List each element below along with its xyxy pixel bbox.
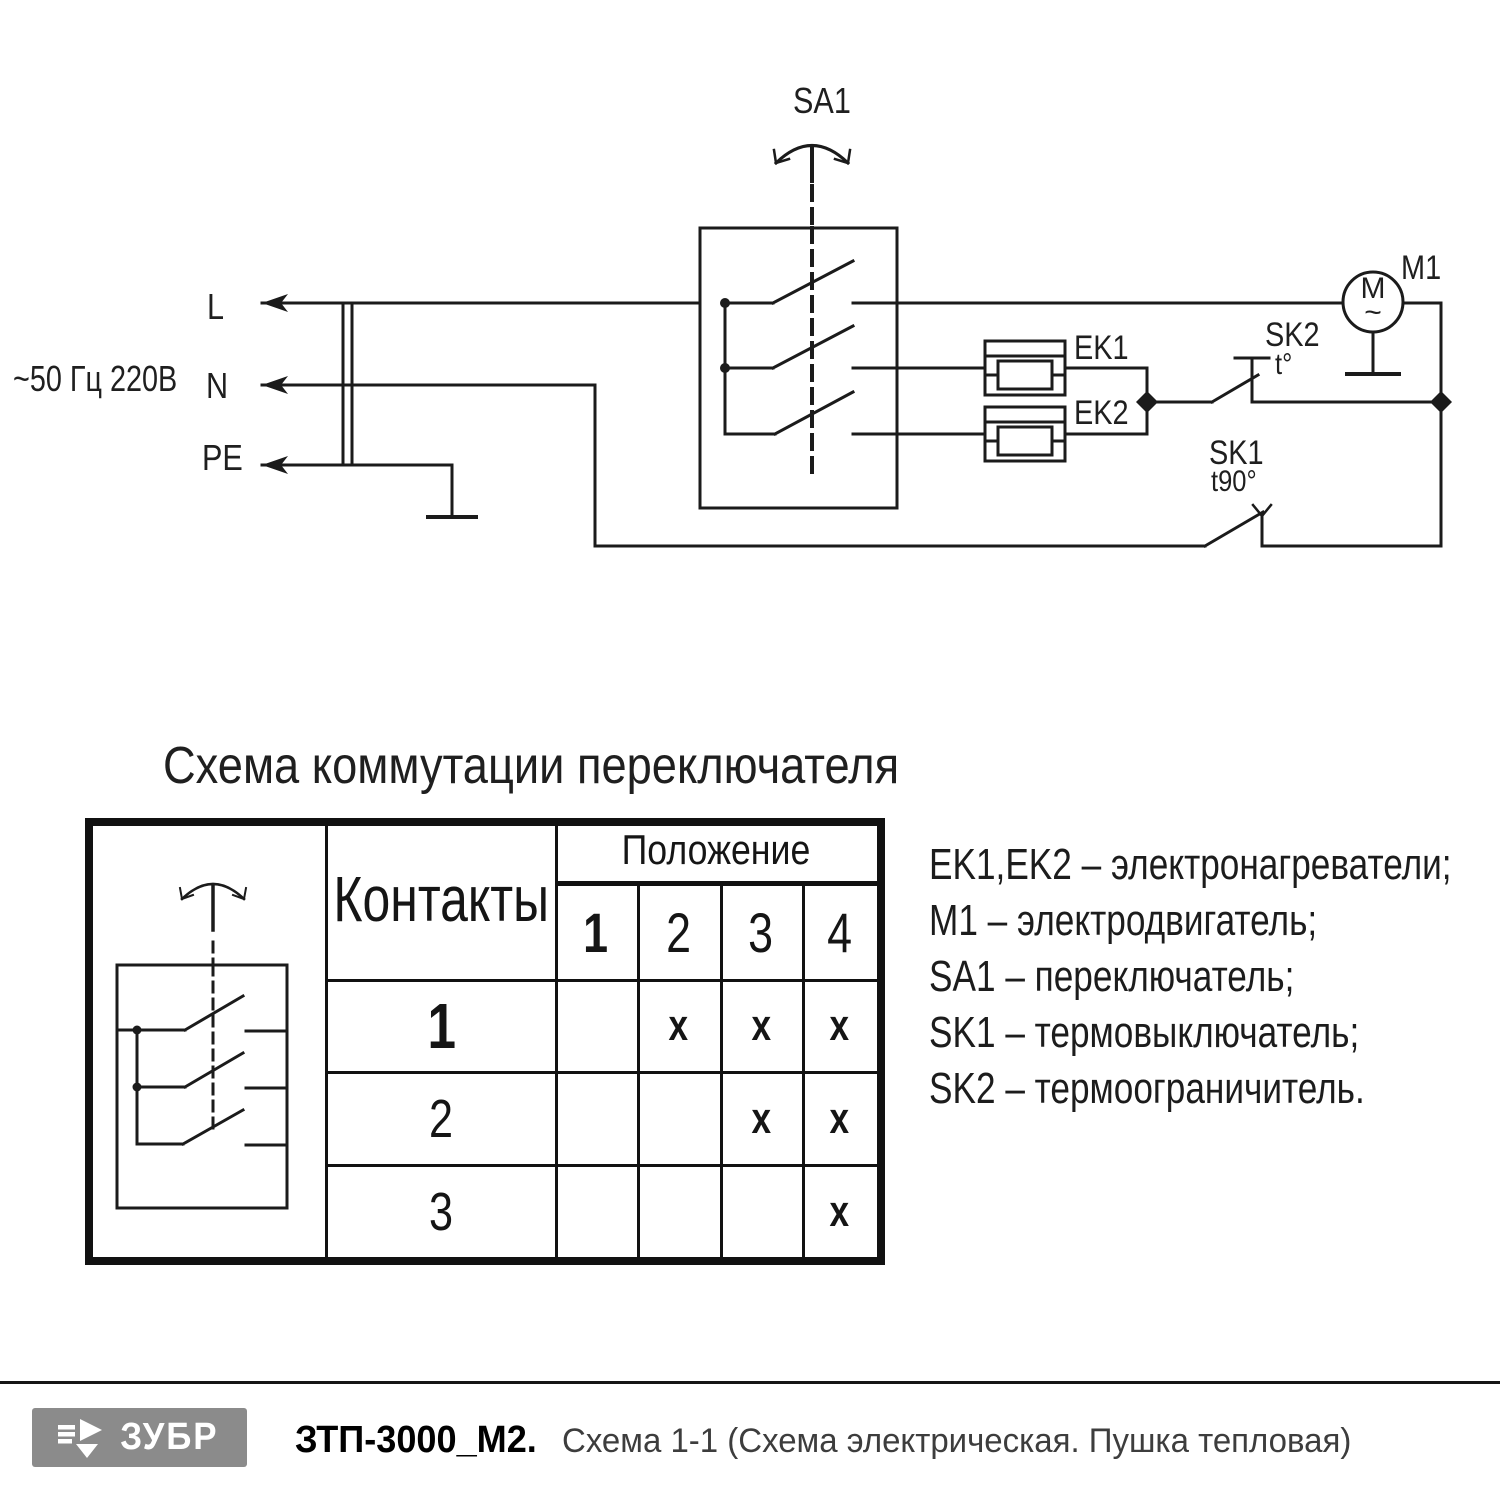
footer-model: ЗТП-3000_М2.	[295, 1419, 537, 1461]
contact-row-label-2: 2	[429, 1088, 454, 1149]
position-cell-3: 3	[748, 901, 774, 964]
zubr-logo-text: ЗУБР	[120, 1416, 219, 1458]
legend-item-motor: M1 – электродвигатель;	[929, 896, 1318, 945]
ek2-label: EK2	[1074, 394, 1129, 432]
legend-item-switch: SA1 – переключатель;	[929, 952, 1295, 1001]
zubr-logo-icon	[56, 1417, 108, 1459]
table-title: Схема коммутации переключателя	[163, 737, 900, 795]
footer-description: Схема 1-1 (Схема электрическая. Пушка тепловая)	[561, 1422, 1351, 1460]
sk2-thermal-limiter-symbol	[1147, 358, 1452, 413]
mark-cell-r1-p4: x	[829, 1001, 850, 1050]
legend-item-heaters: EK1,EK2 – электронагреватели;	[929, 840, 1452, 889]
mark-cell-r3-p3	[720, 1166, 802, 1257]
mark-cell-r3-p4: x	[829, 1186, 850, 1236]
position-header-cell: Положение	[621, 826, 811, 873]
legend-item-thermal-cutout: SK1 – термовыключатель;	[929, 1008, 1360, 1057]
mark-cell-r3-p2	[637, 1166, 720, 1257]
mark-cell-r2-p1	[555, 1073, 637, 1164]
sk2-label: SK2	[1265, 316, 1320, 354]
ek1-label: EK1	[1074, 329, 1129, 367]
contact-row-label-1: 1	[427, 990, 456, 1062]
mark-cell-r1-p3: x	[751, 1001, 771, 1050]
contact-row-label-3: 3	[429, 1181, 454, 1242]
mark-cell-r2-p4: x	[829, 1093, 850, 1143]
mark-cell-r2-p3: x	[751, 1093, 771, 1143]
motor-m-letter: M	[1360, 272, 1386, 305]
zubr-logo	[32, 1408, 247, 1467]
sa1-label: SA1	[793, 80, 851, 121]
legend-item-thermal-limiter: SK2 – термоограничитель.	[929, 1064, 1365, 1113]
sk1-temp-label: t90°	[1211, 465, 1257, 498]
position-cell-1: 1	[583, 901, 609, 964]
heater-ek1-symbol	[985, 341, 1065, 395]
terminal-n-label: N	[206, 365, 229, 406]
terminal-pe-label: PE	[202, 437, 243, 478]
contacts-header-cell: Контакты	[333, 862, 550, 935]
m1-label: M1	[1401, 249, 1442, 287]
motor-ac-wave: ~	[1364, 296, 1382, 329]
sa1-rotary-actuator	[774, 146, 850, 229]
position-cell-2: 2	[666, 901, 691, 964]
position-cell-4: 4	[827, 901, 852, 964]
sk2-temp-label: t°	[1275, 348, 1293, 381]
footer-caption	[295, 1419, 1375, 1462]
footer-separator	[0, 1381, 1500, 1384]
mark-cell-r2-p2	[637, 1073, 720, 1164]
terminal-l-label: L	[207, 286, 225, 327]
sk1-label: SK1	[1209, 434, 1264, 472]
mark-cell-r1-p1	[555, 981, 637, 1071]
heater-ek2-symbol	[985, 407, 1065, 461]
mark-cell-r1-p2: x	[668, 1001, 689, 1050]
power-rating-label: ~50 Гц 220В	[13, 358, 178, 399]
motor-symbol	[1343, 272, 1441, 546]
mark-cell-r3-p1	[555, 1166, 637, 1257]
sk1-thermal-cutout-symbol	[1205, 505, 1441, 546]
